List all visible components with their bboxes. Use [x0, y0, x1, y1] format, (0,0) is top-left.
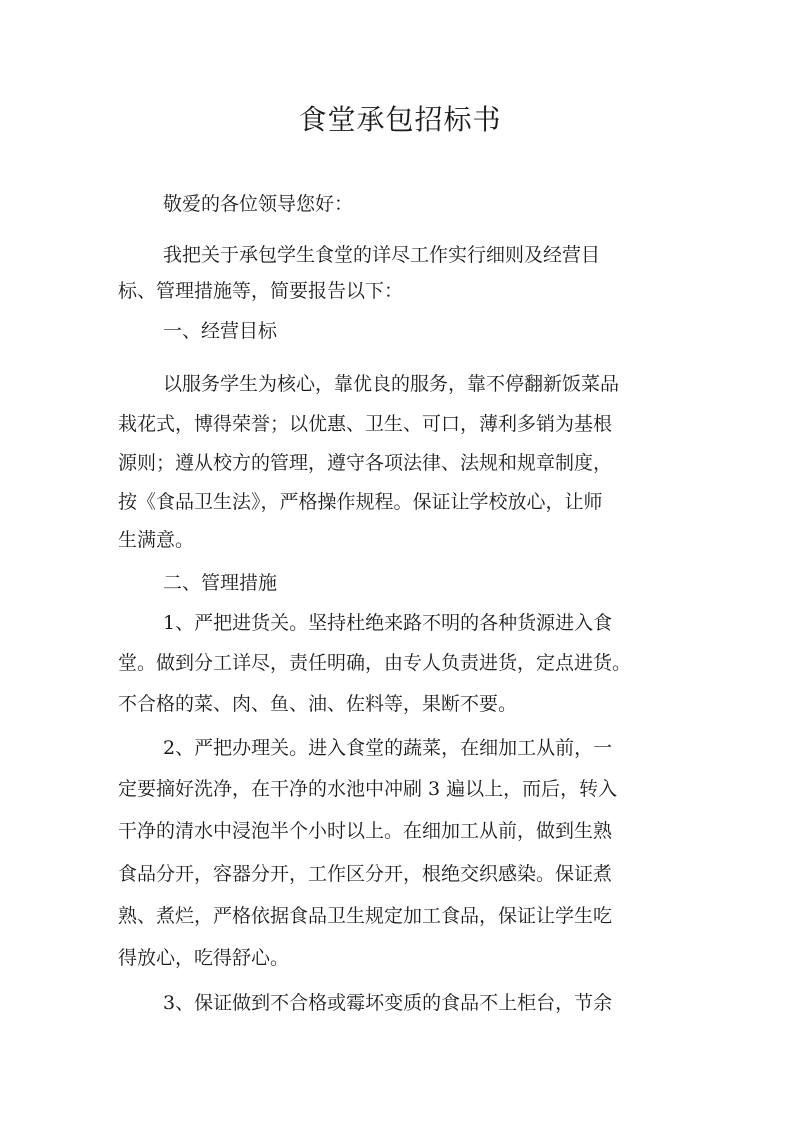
section1-line: 生满意。: [118, 529, 195, 551]
section1-line: 以服务学生为核心，靠优良的服务，靠不停翻新饭菜品: [163, 373, 620, 395]
section1-line: 按《食品卫生法》，严格操作规程。保证让学校放心，让师: [118, 491, 603, 513]
item2-line: 2、严把办理关。进入食堂的蔬菜，在细加工从前，一: [163, 737, 613, 759]
intro-line: 我把关于承包学生食堂的详尽工作实行细则及经营目: [163, 244, 601, 266]
section1-line: 源则；遵从校方的管理，遵守各项法律、法规和规章制度，: [118, 452, 613, 474]
intro-line: 标、管理措施等，简要报告以下：: [118, 280, 404, 302]
item3-line: 3、保证做到不合格或霉坏变质的食品不上柜台，节余: [163, 992, 613, 1014]
item1-line: 不合格的菜、肉、鱼、油、佐料等，果断不要。: [118, 693, 518, 715]
item2-line: 熟、煮烂，严格依据食品卫生规定加工食品，保证让学生吃: [118, 905, 613, 927]
greeting: 敬爱的各位领导您好：: [163, 193, 354, 215]
document-title: 食堂承包招标书: [298, 103, 502, 136]
item2-line: 干净的清水中浸泡半个小时以上。在细加工从前，做到生熟: [118, 820, 613, 842]
item2-line: 得放心，吃得舒心。: [118, 947, 290, 969]
section-heading-management: 二、管理措施: [163, 572, 278, 594]
item2-line: 定要摘好洗净，在干净的水池中冲刷 3 遍以上，而后，转入: [118, 778, 618, 800]
section-heading-business-goals: 一、经营目标: [163, 320, 278, 342]
item2-line: 食品分开，容器分开，工作区分开，根绝交织感染。保证煮: [118, 863, 613, 885]
section1-line: 栽花式，博得荣誉；以优惠、卫生、可口，薄利多销为基根: [118, 413, 613, 435]
item1-line: 堂。做到分工详尽，责任明确，由专人负责进货，定点进货。: [118, 652, 632, 674]
item1-line: 1、严把进货关。坚持杜绝来路不明的各种货源进入食: [163, 612, 613, 634]
